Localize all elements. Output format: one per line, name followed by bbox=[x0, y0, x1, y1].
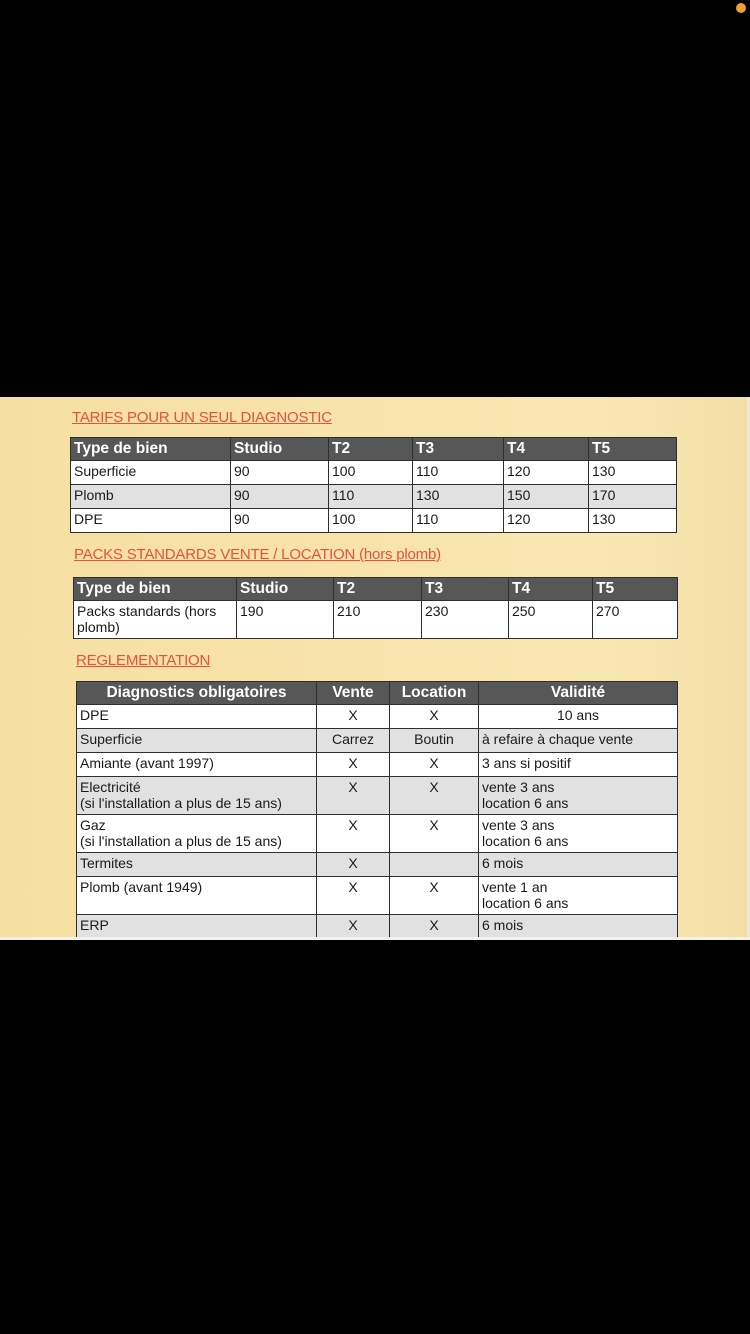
table-cell bbox=[390, 853, 479, 877]
table-cell: Boutin bbox=[390, 729, 479, 753]
column-header: Validité bbox=[479, 682, 678, 705]
table-row bbox=[77, 777, 678, 815]
table-cell: Electricité (si l'installation a plus de 15 ans) bbox=[77, 777, 317, 815]
table-cell: 230 bbox=[422, 601, 509, 639]
column-header: T2 bbox=[329, 438, 413, 461]
table-cell: ERP bbox=[77, 915, 317, 939]
column-header: Studio bbox=[231, 438, 329, 461]
document-photo bbox=[0, 397, 750, 940]
section-title-reglementation: REGLEMENTATION bbox=[76, 652, 211, 669]
table-packs bbox=[73, 577, 678, 639]
table-cell: 10 ans bbox=[479, 705, 678, 729]
table-cell: 130 bbox=[589, 461, 677, 485]
table-cell: Packs standards (hors plomb) bbox=[74, 601, 237, 639]
table-cell: X bbox=[390, 915, 479, 939]
table-row bbox=[77, 729, 678, 753]
column-header: T4 bbox=[509, 578, 593, 601]
table-cell: 3 ans si positif bbox=[479, 753, 678, 777]
table-cell: vente 1 an location 6 ans bbox=[479, 877, 678, 915]
table-cell: X bbox=[317, 815, 390, 853]
table-cell: 110 bbox=[413, 509, 504, 533]
table-row bbox=[71, 485, 677, 509]
table-header-row bbox=[74, 578, 678, 601]
table-row bbox=[71, 509, 677, 533]
table-cell: X bbox=[317, 753, 390, 777]
column-header: T2 bbox=[334, 578, 422, 601]
table-cell: 190 bbox=[237, 601, 334, 639]
section-title-tarifs: TARIFS POUR UN SEUL DIAGNOSTIC bbox=[72, 409, 332, 426]
table-cell: X bbox=[317, 853, 390, 877]
table-row bbox=[71, 461, 677, 485]
table-cell: vente 3 ans location 6 ans bbox=[479, 815, 678, 853]
table-row bbox=[77, 753, 678, 777]
table-cell: Plomb (avant 1949) bbox=[77, 877, 317, 915]
table-reglementation bbox=[76, 681, 678, 939]
table-cell: Gaz (si l'installation a plus de 15 ans) bbox=[77, 815, 317, 853]
table-cell: DPE bbox=[71, 509, 231, 533]
table-cell: X bbox=[390, 815, 479, 853]
table-cell: 250 bbox=[509, 601, 593, 639]
table-tarifs bbox=[70, 437, 677, 533]
table-header-row bbox=[71, 438, 677, 461]
table-row bbox=[74, 601, 678, 639]
table-cell: Plomb bbox=[71, 485, 231, 509]
table-cell: 130 bbox=[589, 509, 677, 533]
table-cell: X bbox=[317, 777, 390, 815]
table-cell: 6 mois bbox=[479, 915, 678, 939]
table-cell: 90 bbox=[231, 509, 329, 533]
column-header: Type de bien bbox=[74, 578, 237, 601]
column-header: Type de bien bbox=[71, 438, 231, 461]
table-cell: 120 bbox=[504, 461, 589, 485]
column-header: Studio bbox=[237, 578, 334, 601]
table-cell: Amiante (avant 1997) bbox=[77, 753, 317, 777]
section-title-packs: PACKS STANDARDS VENTE / LOCATION (hors plomb) bbox=[74, 546, 441, 563]
table-cell: 6 mois bbox=[479, 853, 678, 877]
table-cell: Superficie bbox=[77, 729, 317, 753]
table-cell: vente 3 ans location 6 ans bbox=[479, 777, 678, 815]
column-header: T3 bbox=[422, 578, 509, 601]
status-indicator-dot bbox=[736, 3, 746, 13]
table-cell: 170 bbox=[589, 485, 677, 509]
table-row bbox=[77, 705, 678, 729]
table-cell: X bbox=[317, 915, 390, 939]
table-row bbox=[77, 815, 678, 853]
table-cell: 90 bbox=[231, 461, 329, 485]
table-cell: 90 bbox=[231, 485, 329, 509]
table-row bbox=[77, 877, 678, 915]
table-header-row bbox=[77, 682, 678, 705]
table-cell: X bbox=[317, 877, 390, 915]
table-cell: DPE bbox=[77, 705, 317, 729]
table-cell: à refaire à chaque vente bbox=[479, 729, 678, 753]
column-header: Location bbox=[390, 682, 479, 705]
column-header: T5 bbox=[593, 578, 678, 601]
table-cell: Superficie bbox=[71, 461, 231, 485]
table-cell: 130 bbox=[413, 485, 504, 509]
column-header: T5 bbox=[589, 438, 677, 461]
table-cell: 100 bbox=[329, 461, 413, 485]
column-header: Diagnostics obligatoires bbox=[77, 682, 317, 705]
table-row bbox=[77, 915, 678, 939]
table-cell: 210 bbox=[334, 601, 422, 639]
table-row bbox=[77, 853, 678, 877]
table-cell: 100 bbox=[329, 509, 413, 533]
table-cell: X bbox=[390, 753, 479, 777]
column-header: T3 bbox=[413, 438, 504, 461]
table-cell: 110 bbox=[329, 485, 413, 509]
table-cell: 270 bbox=[593, 601, 678, 639]
table-cell: X bbox=[390, 705, 479, 729]
column-header: T4 bbox=[504, 438, 589, 461]
table-cell: 120 bbox=[504, 509, 589, 533]
table-cell: 150 bbox=[504, 485, 589, 509]
table-cell: Carrez bbox=[317, 729, 390, 753]
table-cell: X bbox=[317, 705, 390, 729]
table-cell: Termites bbox=[77, 853, 317, 877]
table-cell: X bbox=[390, 777, 479, 815]
table-cell: 110 bbox=[413, 461, 504, 485]
table-cell: X bbox=[390, 877, 479, 915]
column-header: Vente bbox=[317, 682, 390, 705]
